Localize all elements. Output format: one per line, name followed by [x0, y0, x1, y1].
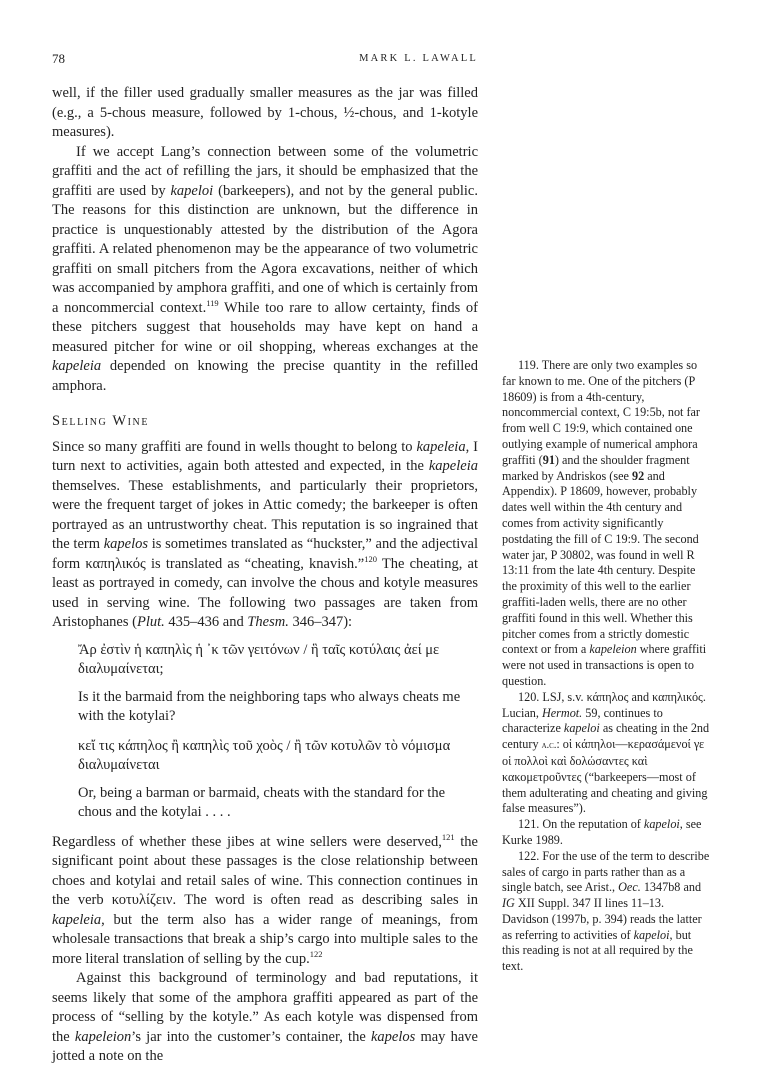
- footnote-119: 119. There are only two examples so far known to me. One of the pitchers (P 18609) is from a 4th-century, noncommercial context, C 19:5b, not far from well C 19:9, which contained one outlying example of numerical amphora graffiti (91) and the shoulder fragment marked by Andriskos (see 92 and Appendix). P 18609, however, probably dates well within the 4th century and comes from activity significantly postdating the fill of C 19:9. The second water jar, P 30802, was found in well R 13:11 from the late 4th century. Despite the proximity of this well to the earlier graffiti-laden wells, there are no other graffiti found in this well. Whether this pitcher comes from a strictly domestic context or from a kapeleion where graffiti were not used in transactions is open to question.: [502, 358, 707, 688]
- footnote-122: 122. For the use of the term to describe sales of cargo in parts rather than as a single batch, see Arist., Oec. 1347b8 and IG XII Suppl. 347 II lines 11–13. Davidson (1997b, p. 394) reads the latter as referring to activities of kapeloi, but this reading is not at all required by the text.: [502, 848, 710, 974]
- quote-1-greek: Ἄρ ἐστὶν ἡ καπηλὶς ἡ ᾽κ τῶν γειτόνων / ἣ ταῖς κοτύλαις ἀεί με διαλυμαίνεται;: [78, 641, 440, 677]
- footnote-120: 120. LSJ, s.v. κάπηλος and καπηλικός. Lucian, Hermot. 59, continues to characterize kapeloi as cheating in the 2nd century a.c.: οἱ κάπηλοι—κερασάμενοί γε οἱ πολλοὶ καὶ δολώσαντες καὶ κακομετροῦντες (“barkeepers—most of them adulterating and cheating and giving false measures”).: [502, 689, 710, 816]
- quote-2-greek: κεἴ τις κάπηλος ἢ καπηλὶς τοῦ χοὸς / ἢ τῶν κοτυλῶν τὸ νόμισμα διαλυμαίνεται: [78, 737, 451, 773]
- footnote-ref-120[interactable]: 120: [364, 553, 377, 564]
- page-number: 78: [52, 51, 65, 66]
- footnote-ref-121[interactable]: 121: [441, 831, 455, 842]
- paragraph-1: well, if the filler used gradually smaller measures as the jar was filled (e.g., a 5-chous measure, followed by 1-chous, ½-chous, and 1-kotyle measures).: [52, 85, 478, 140]
- paragraph-4: Regardless of whether these jibes at wine sellers were deserved,$^{121}$ the significant point about these passages is the close relationship between choes and kotylai and retail sales of wine. This connection continues in the verb κοτυλίζειν. The word is often read as describing sales in kapeleia, but the term also has a wider range of meanings, from wholesale transactions that break a ship’s cargo into multiple sales to the more literal translation of selling by the cup.$^{122}$: [52, 831, 478, 967]
- paragraph-2: If we accept Lang’s connection between some of the volumetric graffiti and the act of refilling the jars, it should be emphasized that the graffiti are used by kapeloi (barkeepers), and not by the general public. The reasons for this distinction are unknown, but the difference in practice is unquestionably attested by the distribution of the Agora graffiti. A related phenomenon may be the appearance of two volumetric graffiti on small pitchers from the Agora excavations, neither of which was accompanied by amphora graffiti, and one of which is certainly from a noncommercial context.$^{119}$ While too rare to allow certainty, finds of these pitchers suggest that households may have kept on hand a measured pitcher for wine or oil shopping, whereas exchanges at the kapeleia depended on knowing the precise quantity in the refilled amphora.: [52, 143, 478, 394]
- quote-2-translation: Or, being a barman or barmaid, cheats with the standard for the chous and the kotylai . . . .: [78, 784, 446, 820]
- footnote-121: 121. On the reputation of kapeloi, see Kurke 1989.: [502, 817, 702, 847]
- quote-1-translation: Is it the barmaid from the neighboring taps who always cheats me with the kotylai?: [78, 688, 461, 724]
- footnotes-column: [502, 358, 710, 975]
- main-text-column: [52, 84, 478, 1067]
- paragraph-5: Against this background of terminology and bad reputations, it seems likely that some of the amphora graffiti appeared as part of the process of “selling by the kotyle.” As each kotyle was dispensed from the kapeleion’s jar into the customer’s container, the kapelos may have jotted a note on the: [52, 970, 478, 1064]
- running-header-author: MARK L. LAWALL: [359, 53, 478, 64]
- paragraph-3: Since so many graffiti are found in wells thought to belong to kapeleia, I turn next to activities, again both attested and expected, in the kapeleia themselves. These establishments, and particularly their proprietors, were the frequent target of jokes in Attic comedy; the barkeeper is often portrayed as an untrustworthy cheat. This reputation is so ingrained that the term kapelos is sometimes translated as “huckster,” and the adjectival form καπηλικός is translated as “cheating, knavish.”$^{120}$ The cheating, at least as portrayed in comedy, can involve the chous and kotyle measures used in serving wine. The following two passages are taken from Aristophanes (Plut. 435–436 and Thesm. 346–347):: [52, 438, 478, 630]
- footnote-ref-122[interactable]: 122: [309, 948, 323, 959]
- footnote-ref-119[interactable]: 119: [206, 297, 219, 308]
- block-quote: [78, 641, 478, 823]
- section-heading: Selling Wine: [52, 413, 150, 429]
